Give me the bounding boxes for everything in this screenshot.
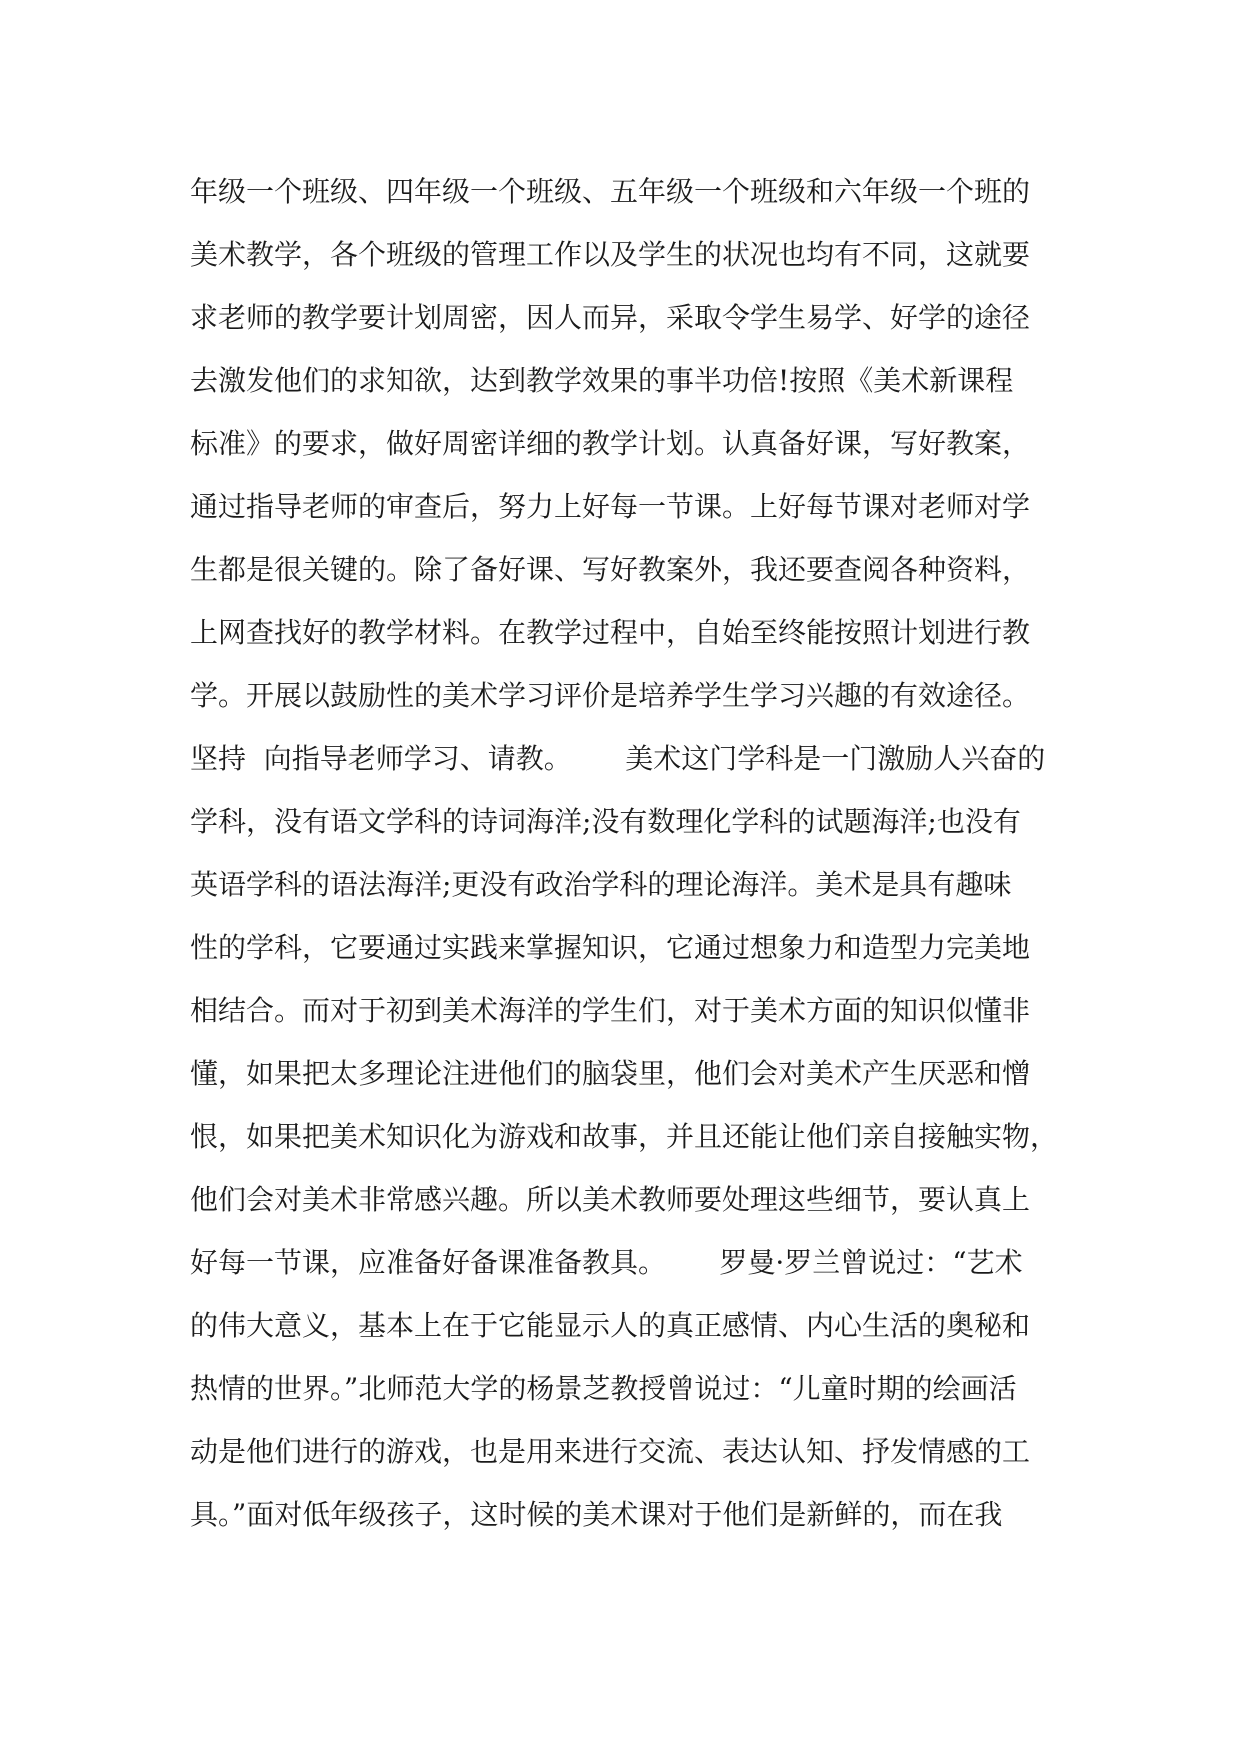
text-line: 动是他们进行的游戏，也是用来进行交流、表达认知、抒发情感的工 [190,1435,1031,1468]
text-line: 懂，如果把太多理论注进他们的脑袋里，他们会对美术产生厌恶和憎 [190,1057,1031,1090]
text-line: 生都是很关键的。除了备好课、写好教案外，我还要查阅各种资料， [190,553,1031,586]
text-line: 坚持 向指导老师学习、请教。 美术这门学科是一门激励人兴奋的 [190,742,1046,775]
text-line: 求老师的教学要计划周密，因人而异，采取令学生易学、好学的途径 [190,301,1031,334]
text-line: 年级一个班级、四年级一个班级、五年级一个班级和六年级一个班的 [190,175,1031,208]
text-line: 学。开展以鼓励性的美术学习评价是培养学生学习兴趣的有效途径。 [190,679,1031,712]
text-line: 性的学科，它要通过实践来掌握知识，它通过想象力和造型力完美地 [190,931,1031,964]
text-line: 英语学科的语法海洋;更没有政治学科的理论海洋。美术是具有趣味 [190,868,1012,901]
text-line: 上网查找好的教学材料。在教学过程中，自始至终能按照计划进行教 [190,616,1031,649]
text-line: 通过指导老师的审查后，努力上好每一节课。上好每节课对老师对学 [190,490,1031,523]
text-line: 相结合。而对于初到美术海洋的学生们，对于美术方面的知识似懂非 [190,994,1031,1027]
text-line: 具。”面对低年级孩子，这时候的美术课对于他们是新鲜的，而在我 [190,1498,1003,1531]
text-line: 去激发他们的求知欲，达到教学效果的事半功倍!按照《美术新课程 [190,364,1014,397]
text-line: 的伟大意义，基本上在于它能显示人的真正感情、内心生活的奥秘和 [190,1309,1031,1342]
text-line: 热情的世界。”北师范大学的杨景芝教授曾说过：“儿童时期的绘画活 [190,1372,1017,1405]
text-line: 恨，如果把美术知识化为游戏和故事，并且还能让他们亲自接触实物， [190,1120,1059,1153]
text-line: 标准》的要求，做好周密详细的教学计划。认真备好课，写好教案， [190,427,1031,460]
text-line: 学科，没有语文学科的诗词海洋;没有数理化学科的试题海洋;也没有 [190,805,1021,838]
text-line: 他们会对美术非常感兴趣。所以美术教师要处理这些细节，要认真上 [190,1183,1031,1216]
body-text [190,160,1070,1546]
text-line: 美术教学，各个班级的管理工作以及学生的状况也均有不同，这就要 [190,238,1031,271]
text-line: 好每一节课，应准备好备课准备教具。 罗曼·罗兰曾说过：“艺术 [190,1246,1023,1279]
